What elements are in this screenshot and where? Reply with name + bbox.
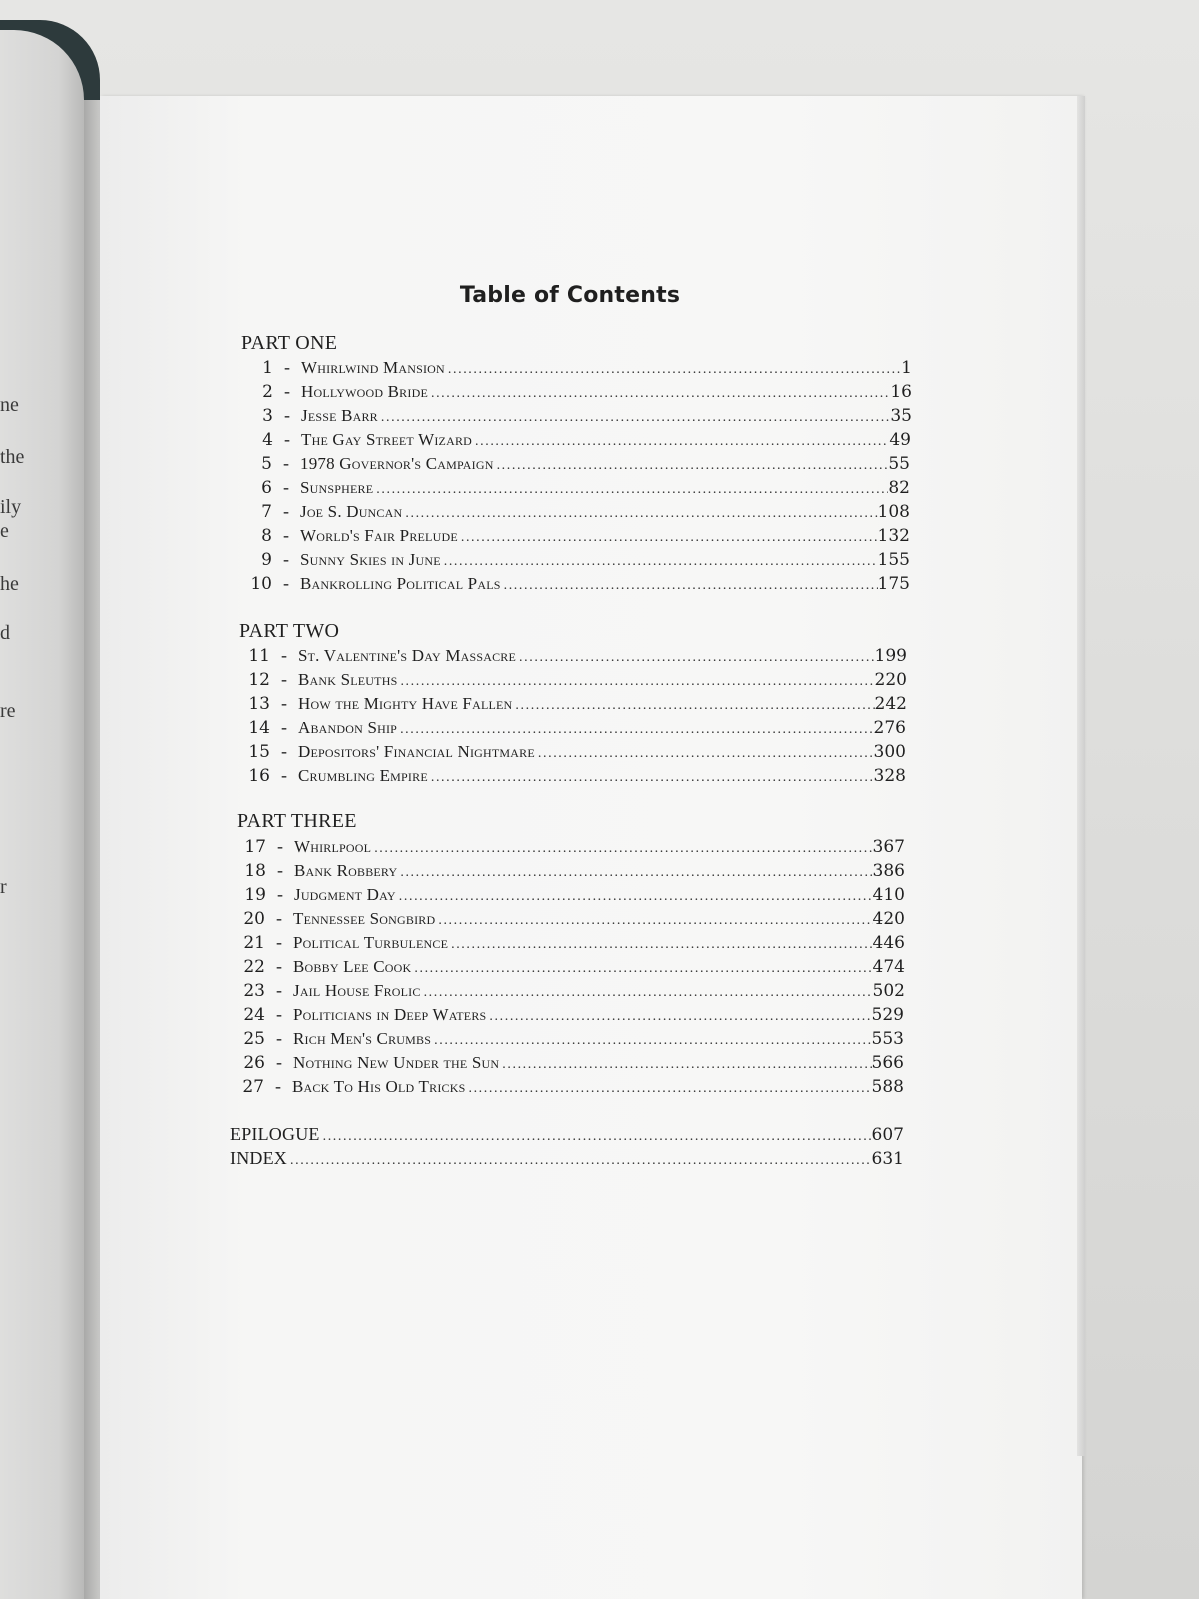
toc-entry: 4 - The Gay Street Wizard ..... 49: [237, 429, 911, 453]
left-page-fragment: he: [0, 573, 19, 595]
left-page-fragment: ily: [0, 496, 22, 518]
toc-entry: 1 - Whirlwind Mansion ..... 1: [237, 357, 912, 381]
chapter-title: 1978 Governor's Campaign: [300, 454, 494, 473]
dot-leader: [501, 578, 878, 594]
chapter-title: Hollywood Bride: [301, 382, 428, 401]
chapter-title: Judgment Day: [294, 885, 396, 904]
page-number: 16: [890, 382, 912, 402]
toc-entry: 20 - Tennessee Songbird ..... 420: [229, 908, 905, 932]
chapter-number: 13: [248, 694, 270, 714]
part-heading-two: PART TWO: [239, 620, 340, 642]
dot-leader: [472, 434, 889, 450]
page-number: 35: [890, 406, 912, 426]
toc-entry: 19 - Judgment Day ..... 410: [230, 884, 905, 908]
chapter-number: 14: [248, 718, 270, 738]
dot-leader: [486, 1009, 871, 1025]
dot-leader: [494, 458, 889, 474]
chapter-number: 18: [244, 861, 266, 881]
chapter-number: 8: [261, 526, 272, 546]
left-page-fragment: re: [0, 700, 16, 722]
left-page-fragment: the: [0, 446, 25, 468]
toc-entry: 6 - Sunsphere ..... 82: [236, 477, 910, 501]
page-number: 242: [874, 694, 907, 714]
page-number: 82: [888, 478, 910, 498]
page-number: 631: [871, 1149, 904, 1169]
page-number: 588: [871, 1077, 904, 1097]
page-number: 155: [877, 550, 910, 570]
chapter-number: 12: [248, 670, 270, 690]
page-number: 49: [889, 430, 911, 450]
chapter-title: Politicians in Deep Waters: [293, 1005, 487, 1024]
dot-leader: [396, 889, 873, 905]
chapter-number: 7: [261, 502, 272, 522]
toc-entry: 16 - Crumbling Empire ..... 328: [234, 765, 906, 789]
dot-leader: [431, 1033, 871, 1049]
part-heading-three: PART THREE: [237, 810, 357, 832]
chapter-title: Joe S. Duncan: [300, 502, 403, 521]
page-number: 410: [872, 885, 905, 905]
page-number: 199: [874, 646, 907, 666]
chapter-number: 23: [243, 981, 265, 1001]
page-edge: [1077, 96, 1085, 1456]
toc-entry: 27 - Back To His Old Tricks ..... 588: [228, 1076, 904, 1100]
toc-entry-epilogue: [230, 1124, 904, 1148]
chapter-title: Jail House Frolic: [293, 981, 421, 1000]
chapter-title: Nothing New Under the Sun: [293, 1053, 500, 1072]
toc-entry: 13 - How the Mighty Have Fallen ..... 242: [234, 693, 907, 717]
toc-entry: 3 - Jesse Barr ..... 35: [237, 405, 912, 429]
toc-entry: 11 - St. Valentine's Day Massacre ..... 199: [234, 645, 907, 669]
chapter-title: Political Turbulence: [293, 933, 449, 952]
chapter-title: Bank Sleuths: [298, 670, 398, 689]
dot-leader: [371, 841, 872, 857]
toc-entry: 5 - 1978 Governor's Campaign ..... 55: [236, 453, 910, 477]
toc-entry: 10 - Bankrolling Political Pals ..... 175: [236, 573, 910, 597]
toc-title: Table of Contents: [459, 283, 681, 308]
chapter-title: Bank Robbery: [294, 861, 398, 880]
toc-entry: 9 - Sunny Skies in June ..... 155: [236, 549, 910, 573]
chapter-number: 20: [243, 909, 265, 929]
chapter-number: 2: [262, 382, 273, 402]
dot-leader: [373, 482, 888, 498]
page-number: 175: [877, 574, 910, 594]
chapter-title: St. Valentine's Day Massacre: [298, 646, 517, 665]
chapter-number: 4: [262, 430, 273, 450]
toc-entry: 12 - Bank Sleuths ..... 220: [234, 669, 907, 693]
page-number: 607: [871, 1125, 904, 1145]
left-page-fragment: e: [0, 520, 9, 542]
chapter-number: 25: [243, 1029, 265, 1049]
chapter-number: 9: [261, 550, 272, 570]
dot-leader: [516, 650, 875, 666]
page-number: 446: [872, 933, 905, 953]
chapter-title: Sunny Skies in June: [300, 550, 441, 569]
chapter-title: Back To His Old Tricks: [292, 1077, 466, 1096]
dot-leader: [397, 674, 874, 690]
toc-entry: 17 - Whirlpool ..... 367: [230, 836, 905, 860]
page-number: 220: [874, 670, 907, 690]
chapter-number: 16: [248, 766, 270, 786]
left-page-fragment: ne: [0, 394, 19, 416]
chapter-title: Bankrolling Political Pals: [300, 574, 501, 593]
page-number: 276: [873, 718, 906, 738]
back-matter-title: INDEX: [230, 1148, 287, 1168]
chapter-title: World's Fair Prelude: [300, 526, 458, 545]
toc-entry: 26 - Nothing New Under the Sun ..... 566: [229, 1052, 904, 1076]
page-number: 300: [873, 742, 906, 762]
page-number: 367: [872, 837, 905, 857]
dot-leader: [499, 1057, 871, 1073]
chapter-number: 15: [248, 742, 270, 762]
chapter-number: 3: [262, 406, 273, 426]
dot-leader: [320, 1129, 872, 1145]
chapter-title: Depositors' Financial Nightmare: [298, 742, 535, 761]
dot-leader: [445, 362, 901, 378]
dot-leader: [397, 722, 873, 738]
page-number: 420: [872, 909, 905, 929]
dot-leader: [448, 937, 872, 953]
dot-leader: [421, 985, 873, 1001]
toc-entry: 25 - Rich Men's Crumbs ..... 553: [229, 1028, 904, 1052]
dot-leader: [402, 506, 877, 522]
toc-entry-index: [230, 1148, 904, 1172]
chapter-title: How the Mighty Have Fallen: [298, 694, 513, 713]
page-number: 1: [901, 358, 912, 378]
page-number: 328: [873, 766, 906, 786]
toc-entry: 18 - Bank Robbery ..... 386: [230, 860, 905, 884]
part-heading-one: PART ONE: [241, 332, 338, 354]
toc-entry: 15 - Depositors' Financial Nightmare ..... 300: [234, 741, 906, 765]
toc-entry: 14 - Abandon Ship ..... 276: [234, 717, 906, 741]
page-number: 108: [877, 502, 910, 522]
toc-entry: 21 - Political Turbulence ..... 446: [229, 932, 905, 956]
dot-leader: [441, 554, 878, 570]
toc-entry: 22 - Bobby Lee Cook ..... 474: [229, 956, 905, 980]
chapter-number: 6: [261, 478, 272, 498]
toc-entry: 24 - Politicians in Deep Waters ..... 529: [229, 1004, 904, 1028]
page-number: 566: [871, 1053, 904, 1073]
toc-entry: 7 - Joe S. Duncan ..... 108: [236, 501, 910, 525]
back-matter-title: EPILOGUE: [230, 1124, 320, 1144]
chapter-title: Whirlwind Mansion: [301, 358, 445, 377]
chapter-title: Rich Men's Crumbs: [293, 1029, 432, 1048]
chapter-number: 17: [244, 837, 266, 857]
chapter-number: 10: [250, 574, 272, 594]
left-page-fragment: d: [0, 622, 10, 644]
dot-leader: [378, 410, 890, 426]
chapter-title: Jesse Barr: [301, 406, 378, 425]
dot-leader: [512, 698, 874, 714]
page-number: 553: [871, 1029, 904, 1049]
chapter-number: 22: [243, 957, 265, 977]
chapter-number: 19: [244, 885, 266, 905]
dot-leader: [397, 865, 872, 881]
left-page-fragment: r: [0, 876, 7, 898]
dot-leader: [465, 1081, 871, 1097]
chapter-title: Tennessee Songbird: [293, 909, 436, 928]
chapter-title: The Gay Street Wizard: [301, 430, 473, 449]
toc-entry: 8 - World's Fair Prelude ..... 132: [236, 525, 910, 549]
chapter-number: 11: [248, 646, 270, 666]
dot-leader: [535, 746, 874, 762]
page-number: 132: [877, 526, 910, 546]
dot-leader: [428, 386, 890, 402]
page-number: 386: [872, 861, 905, 881]
dot-leader: [435, 913, 872, 929]
dot-leader: [411, 961, 872, 977]
dot-leader: [428, 770, 874, 786]
left-facing-page: [0, 30, 84, 1599]
chapter-number: 5: [261, 454, 272, 474]
chapter-number: 24: [243, 1005, 265, 1025]
chapter-number: 1: [262, 358, 273, 378]
chapter-title: Abandon Ship: [298, 718, 398, 737]
dot-leader: [458, 530, 878, 546]
dot-leader: [287, 1153, 872, 1169]
chapter-title: Sunsphere: [300, 478, 374, 497]
chapter-number: 26: [243, 1053, 265, 1073]
page-number: 502: [872, 981, 905, 1001]
chapter-number: 21: [243, 933, 265, 953]
page-number: 474: [872, 957, 905, 977]
chapter-title: Bobby Lee Cook: [293, 957, 412, 976]
page-number: 529: [871, 1005, 904, 1025]
toc-entry: 2 - Hollywood Bride ..... 16: [237, 381, 912, 405]
chapter-title: Whirlpool: [294, 837, 372, 856]
toc-entry: 23 - Jail House Frolic ..... 502: [229, 980, 905, 1004]
chapter-number: 27: [242, 1077, 264, 1097]
page-number: 55: [888, 454, 910, 474]
chapter-title: Crumbling Empire: [298, 766, 428, 785]
